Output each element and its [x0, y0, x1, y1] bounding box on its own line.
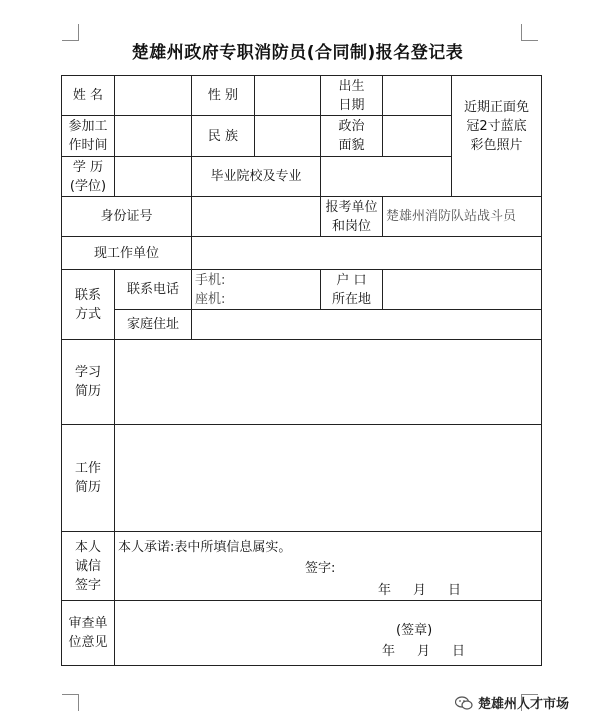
registration-form-table [61, 75, 542, 666]
education-label: 学 历 (学位) [62, 157, 115, 197]
pledge-statement: 本人承诺:表中所填信息属实。 [118, 540, 292, 555]
crop-mark-bottom-left [62, 694, 79, 711]
review-field[interactable] [115, 601, 542, 666]
id-number-field[interactable] [192, 197, 321, 237]
pledge-signature-label: 签字: [305, 561, 336, 576]
study-resume-field[interactable] [115, 340, 542, 425]
apply-unit-label: 报考单位 和岗位 [321, 197, 383, 237]
watermark-text: 楚雄州人才市场 [478, 697, 570, 712]
study-resume-label: 学习 简历 [62, 340, 115, 425]
apply-unit-value[interactable]: 楚雄州消防队站战斗员 [383, 197, 542, 237]
ethnicity-field[interactable] [255, 116, 321, 157]
work-start-field[interactable] [115, 116, 192, 157]
mobile-label: 手机: [195, 272, 226, 288]
contact-phone-label: 联系电话 [115, 270, 192, 310]
home-address-field[interactable] [192, 310, 542, 340]
photo-placeholder[interactable]: 近期正面免 冠2寸蓝底 彩色照片 [452, 76, 542, 197]
landline-label: 座机: [195, 291, 226, 307]
current-employer-field[interactable] [192, 237, 542, 270]
contact-label: 联系 方式 [62, 270, 115, 340]
pledge-field[interactable] [115, 532, 542, 601]
home-address-label: 家庭住址 [115, 310, 192, 340]
work-resume-label: 工作 简历 [62, 425, 115, 532]
pledge-label: 本人 诚信 签字 [62, 532, 115, 601]
political-status-label: 政治 面貌 [321, 116, 383, 157]
political-status-field[interactable] [383, 116, 452, 157]
id-number-label: 身份证号 [62, 197, 192, 237]
gender-label: 性 别 [192, 76, 255, 116]
review-seal-label: (签章) [396, 623, 433, 638]
wechat-icon [455, 696, 473, 710]
education-field[interactable] [115, 157, 192, 197]
current-employer-label: 现工作单位 [62, 237, 192, 270]
birth-date-label: 出生 日期 [321, 76, 383, 116]
watermark [455, 693, 569, 712]
school-major-field[interactable] [321, 157, 452, 197]
hukou-label: 户 口 所在地 [321, 270, 383, 310]
review-date: 年 月 日 [382, 644, 466, 659]
name-field[interactable] [115, 76, 192, 116]
work-start-label: 参加工 作时间 [62, 116, 115, 157]
gender-field[interactable] [255, 76, 321, 116]
hukou-field[interactable] [383, 270, 542, 310]
review-label: 审查单 位意见 [62, 601, 115, 666]
name-label: 姓 名 [62, 76, 115, 116]
phone-fields[interactable] [192, 270, 321, 310]
pledge-date: 年 月 日 [378, 583, 462, 598]
ethnicity-label: 民 族 [192, 116, 255, 157]
work-resume-field[interactable] [115, 425, 542, 532]
form-title: 楚雄州政府专职消防员(合同制)报名登记表 [131, 43, 464, 63]
birth-date-field[interactable] [383, 76, 452, 116]
school-major-label: 毕业院校及专业 [192, 157, 321, 197]
